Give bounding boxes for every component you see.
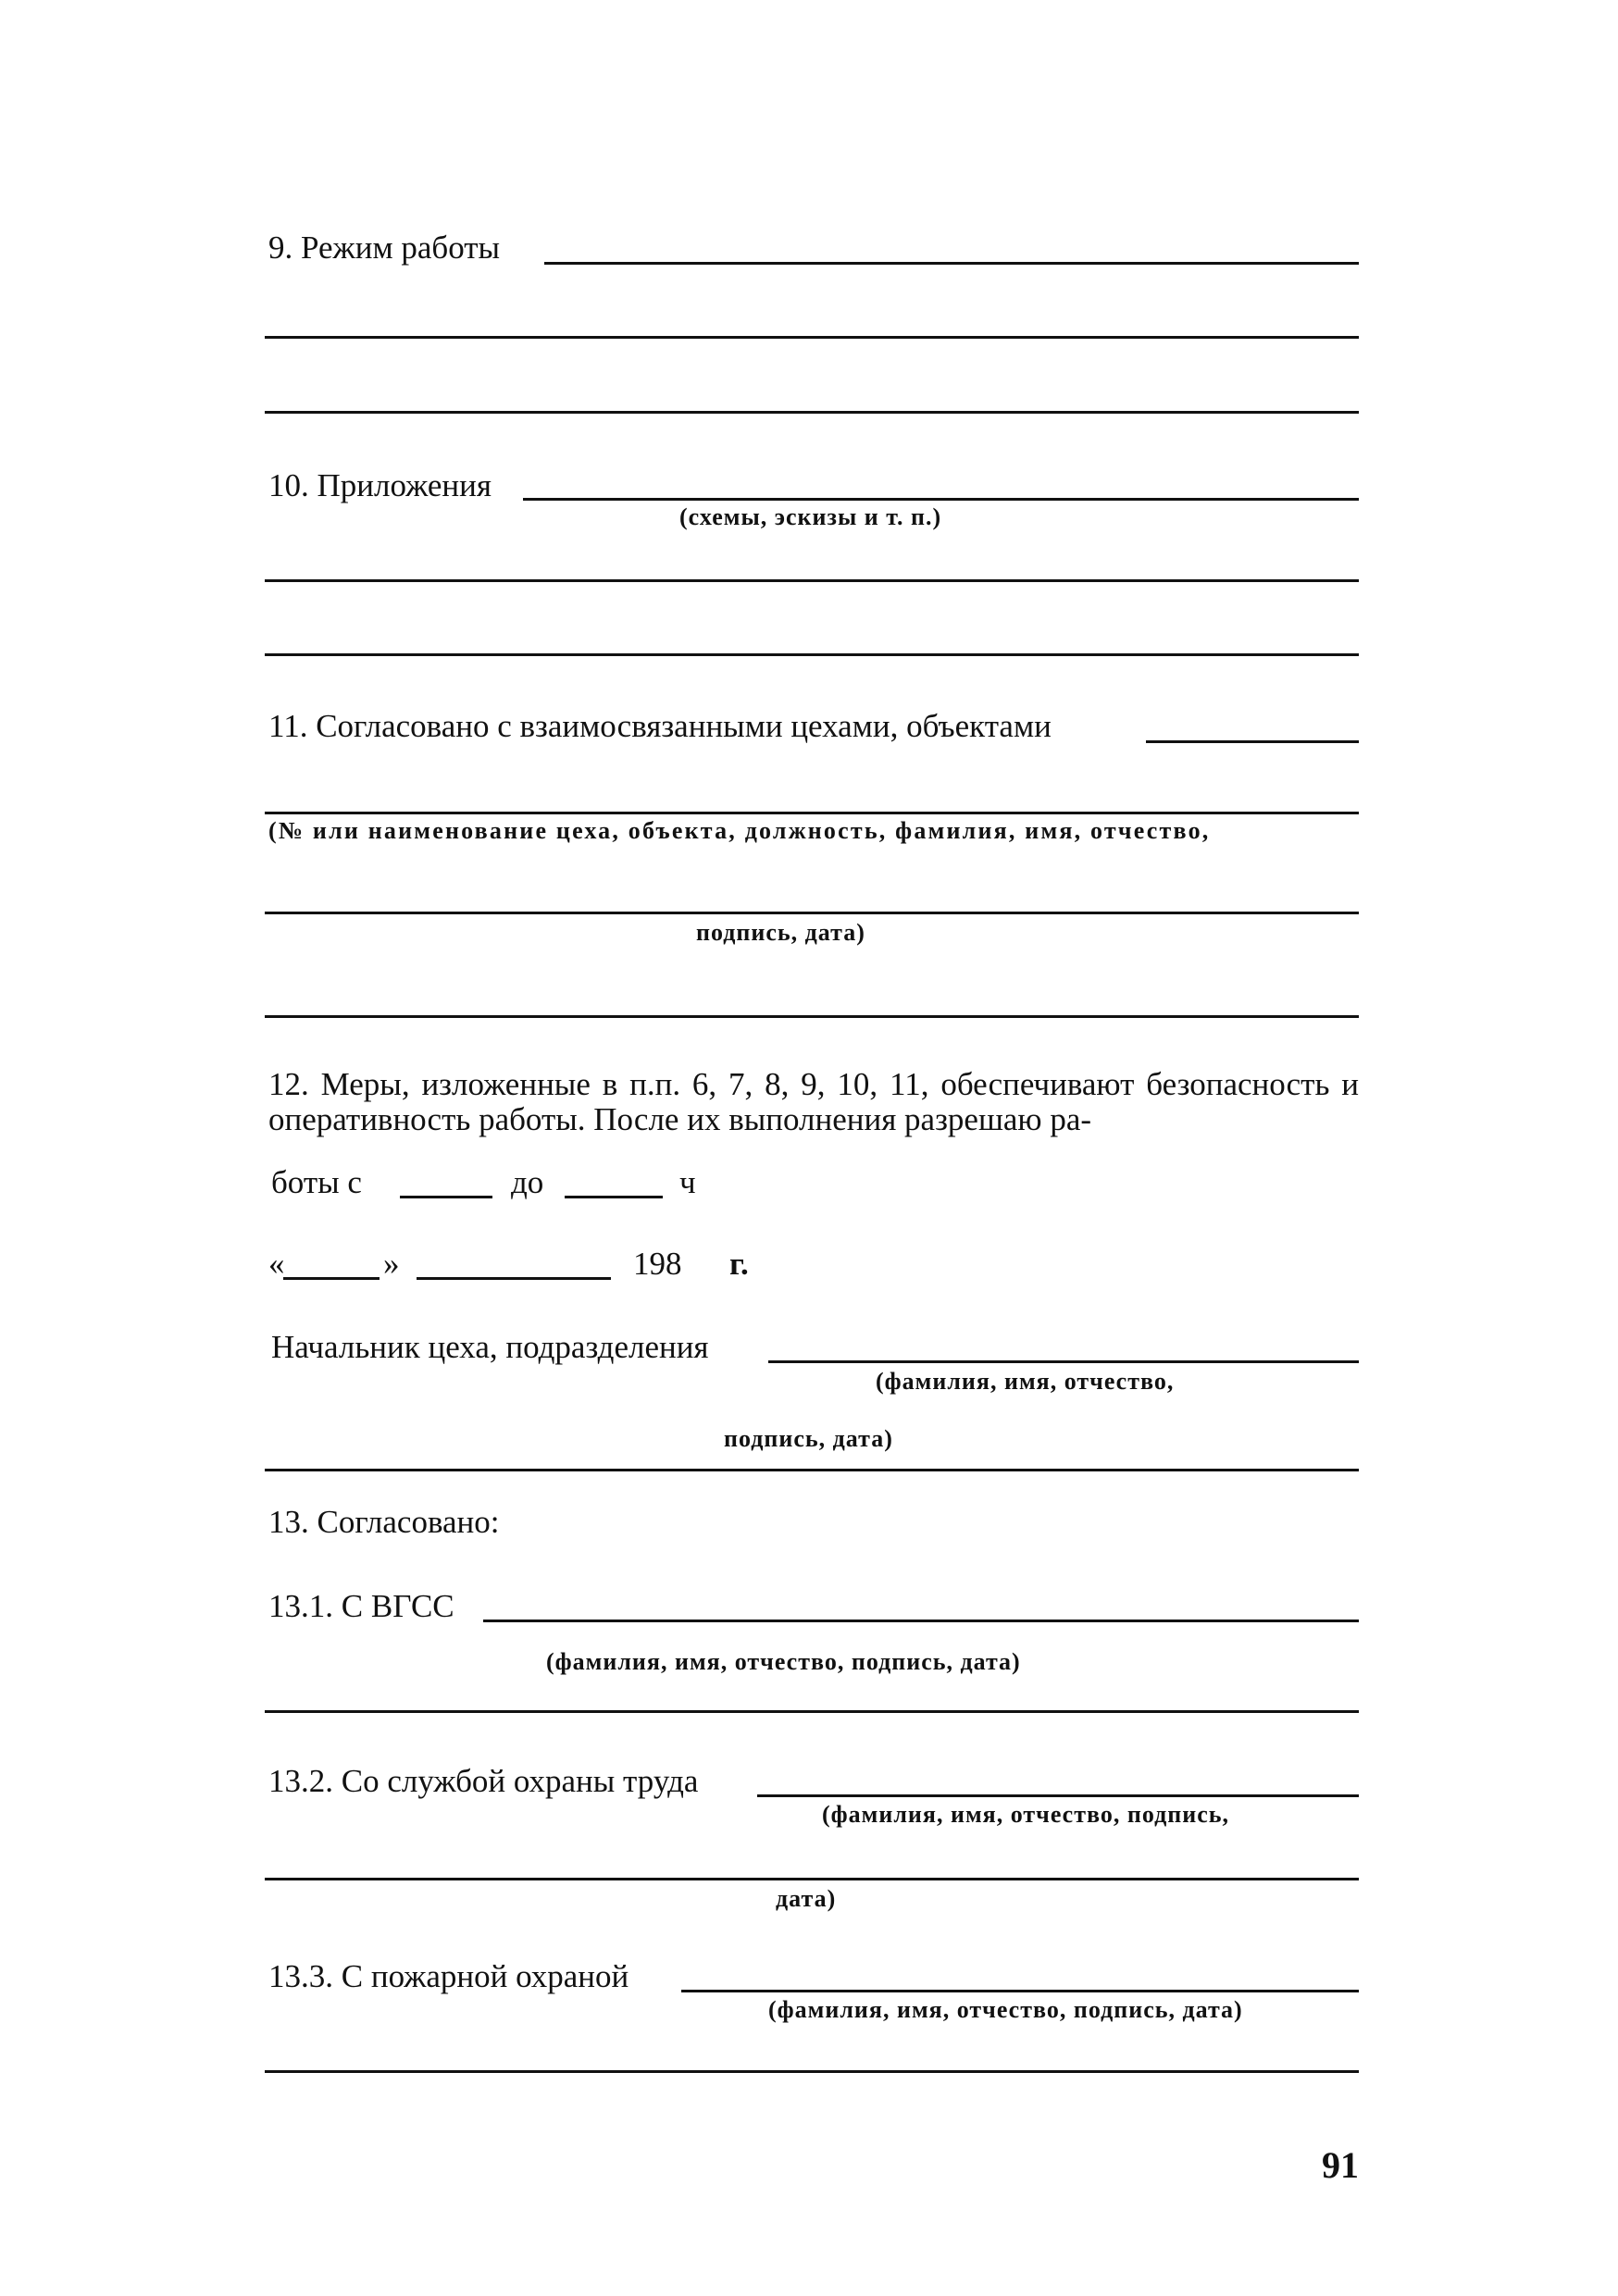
section-10-line-2 xyxy=(265,579,1359,582)
date-year-suffix: г. xyxy=(729,1246,749,1282)
date-quote-open: « xyxy=(268,1246,285,1282)
section-13-2-line-1 xyxy=(757,1794,1359,1797)
section-13-2-hint-2: дата) xyxy=(776,1885,837,1912)
works-to-line xyxy=(565,1196,663,1198)
chief-line-1 xyxy=(768,1360,1359,1363)
section-11-hint-2: подпись, дата) xyxy=(696,919,865,946)
section-13-2-label: 13.2. Со службой охраны труда xyxy=(268,1763,699,1799)
section-10-line-1 xyxy=(523,498,1359,501)
section-13-3-line-1 xyxy=(681,1990,1359,1992)
works-from-label: боты с xyxy=(271,1164,362,1200)
section-11-line-2 xyxy=(265,812,1359,814)
section-9-label: 9. Режим работы xyxy=(268,230,501,266)
date-quote-close: » xyxy=(383,1246,400,1282)
section-11-hint-1: (№ или наименование цеха, объекта, должность, фамилия, имя, отчество, xyxy=(268,817,1211,844)
section-13-label: 13. Согласовано: xyxy=(268,1504,500,1540)
page-number: 91 xyxy=(1322,2144,1359,2186)
section-9-line-1 xyxy=(544,262,1359,265)
date-day-line xyxy=(283,1277,380,1280)
section-12-paragraph: 12. Меры, изложенные в п.п. 6, 7, 8, 9, 10, 11, обеспечивают безопасность и оперативность работы. После их выполнения разрешаю ра- xyxy=(268,1067,1359,1137)
section-11-line-3 xyxy=(265,912,1359,914)
date-year: 198 xyxy=(633,1246,682,1282)
section-11-label: 11. Согласовано с взаимосвязанными цехами, объектами xyxy=(268,708,1052,744)
section-10-label: 10. Приложения xyxy=(268,467,492,503)
chief-hint-1: (фамилия, имя, отчество, xyxy=(876,1368,1175,1395)
section-13-1-line-2 xyxy=(265,1710,1359,1713)
section-13-1-label: 13.1. С ВГСС xyxy=(268,1588,454,1624)
section-10-hint: (схемы, эскизы и т. п.) xyxy=(679,503,942,530)
works-to-label: до xyxy=(511,1164,544,1200)
section-11-line-4 xyxy=(265,1015,1359,1018)
section-9-line-3 xyxy=(265,411,1359,414)
section-13-3-line-2 xyxy=(265,2070,1359,2073)
section-13-3-label: 13.3. С пожарной охраной xyxy=(268,1958,629,1994)
section-13-3-hint: (фамилия, имя, отчество, подпись, дата) xyxy=(768,1996,1243,2023)
chief-line-2 xyxy=(265,1469,1359,1471)
date-month-line xyxy=(417,1277,611,1280)
hours-label: ч xyxy=(679,1164,696,1200)
section-13-2-hint-1: (фамилия, имя, отчество, подпись, xyxy=(822,1801,1229,1828)
section-13-1-hint: (фамилия, имя, отчество, подпись, дата) xyxy=(546,1648,1021,1675)
section-13-1-line-1 xyxy=(483,1620,1359,1622)
chief-hint-2: подпись, дата) xyxy=(724,1425,893,1452)
section-11-line-1 xyxy=(1146,740,1359,743)
section-9-line-2 xyxy=(265,336,1359,339)
section-13-2-line-2 xyxy=(265,1878,1359,1880)
section-10-line-3 xyxy=(265,653,1359,656)
chief-label: Начальник цеха, подразделения xyxy=(271,1329,709,1365)
works-from-line xyxy=(400,1196,492,1198)
